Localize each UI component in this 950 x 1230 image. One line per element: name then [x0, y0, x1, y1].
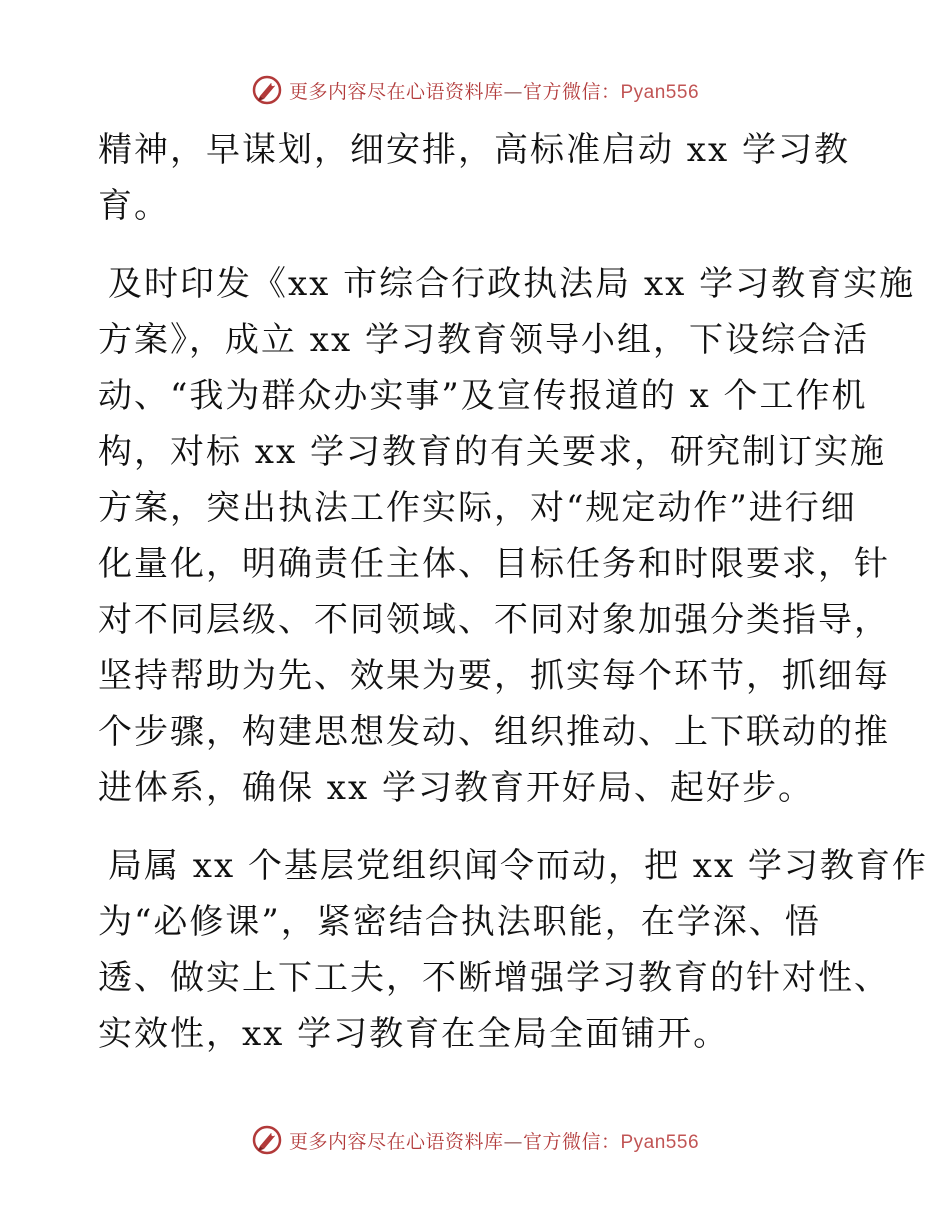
paragraph-line: 方案》，成立 xx 学习教育领导小组，下设综合活 — [98, 320, 869, 360]
paragraph-line: 局属 xx 个基层党组织闻令而动，把 xx 学习教育作 — [108, 846, 928, 886]
paragraph-3 — [98, 838, 928, 1062]
paragraph-line: 透、做实上下工夫，不断增强学习教育的针对性、 — [98, 958, 890, 998]
paragraph-line: 进体系，确保 xx 学习教育开好局、起好步。 — [98, 768, 814, 808]
header-banner-wechat-id: Pyan556 — [620, 81, 700, 103]
paragraph-line: 方案，突出执法工作实际，对“规定动作”进行细 — [98, 488, 857, 528]
paragraph-line: 及时印发《xx 市综合行政执法局 xx 学习教育实施 — [108, 264, 916, 304]
pen-logo-icon — [251, 1124, 283, 1156]
paragraph-line: 育。 — [98, 186, 170, 226]
footer-banner-separator: — — [503, 1130, 523, 1153]
footer-banner-title: 更多内容尽在心语资料库 — [288, 1130, 504, 1153]
footer-banner-wechat-label: 官方微信： — [522, 1130, 621, 1153]
header-banner-wechat-label: 官方微信： — [522, 80, 621, 103]
paragraph-line: 为“必修课”，紧密结合执法职能，在学深、悟 — [98, 902, 821, 942]
paragraph-2 — [98, 256, 916, 816]
footer-banner — [0, 1120, 950, 1160]
paragraph-line: 动、“我为群众办实事”及宣传报道的 x 个工作机 — [98, 376, 868, 416]
paragraph-line: 构，对标 xx 学习教育的有关要求，研究制订实施 — [98, 432, 886, 472]
footer-banner-wechat-id: Pyan556 — [620, 1131, 700, 1153]
paragraph-line: 化量化，明确责任主体、目标任务和时限要求，针 — [98, 544, 890, 584]
paragraph-1 — [98, 122, 858, 234]
header-banner-separator: — — [503, 80, 523, 103]
paragraph-line: 实效性，xx 学习教育在全局全面铺开。 — [98, 1014, 730, 1054]
pen-logo-icon — [251, 74, 283, 106]
paragraph-line: 坚持帮助为先、效果为要，抓实每个环节，抓细每 — [98, 656, 890, 696]
document-body — [98, 122, 928, 1062]
paragraph-line: 对不同层级、不同领域、不同对象加强分类指导， — [98, 600, 890, 640]
footer-banner-text — [289, 1127, 699, 1154]
paragraph-line: 精神，早谋划，细安排，高标准启动 xx 学习教 — [98, 130, 850, 170]
header-banner-title: 更多内容尽在心语资料库 — [288, 80, 504, 103]
header-banner — [0, 70, 950, 110]
paragraph-line: 个步骤，构建思想发动、组织推动、上下联动的推 — [98, 712, 890, 752]
header-banner-text — [289, 77, 699, 104]
